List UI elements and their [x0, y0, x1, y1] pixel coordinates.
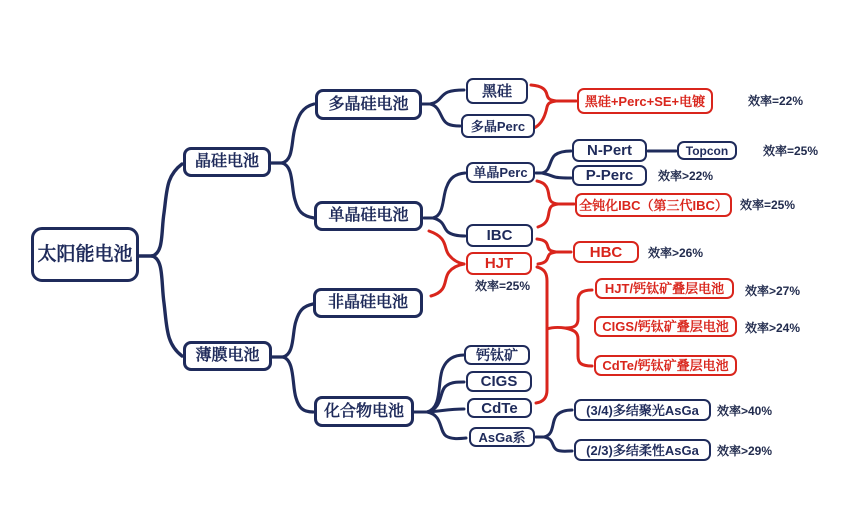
- brace-thinfilm-children: [272, 304, 313, 412]
- efficiency-hjt: 效率=25%: [475, 279, 531, 293]
- brace-polysi-children: [422, 90, 464, 126]
- node-black-si: 黑硅: [466, 78, 528, 104]
- brace-crystalline-children: [271, 104, 314, 218]
- node-cdte: CdTe: [467, 398, 532, 418]
- efficiency-cigs-perovskite-tandem: 效率>24%: [745, 321, 801, 335]
- node-cigs-perovskite-tandem: CIGS/钙钛矿叠层电池: [594, 316, 737, 337]
- efficiency-hbc: 效率>26%: [648, 246, 704, 260]
- node-amorphous-si: 非晶硅电池: [313, 288, 423, 318]
- node-p-perc: P-Perc: [572, 165, 647, 186]
- brace-hjt: [429, 231, 464, 296]
- efficiency-gaas-concentrator: 效率>40%: [717, 404, 773, 418]
- node-perovskite: 钙钛矿: [464, 345, 530, 365]
- node-topcon: Topcon: [677, 141, 737, 160]
- node-hjt-perovskite-tandem: HJT/钙钛矿叠层电池: [595, 278, 734, 299]
- brace-gaas-children: [536, 410, 572, 451]
- node-gaas-series: AsGa系: [469, 427, 535, 447]
- efficiency-topcon: 效率=25%: [763, 144, 819, 158]
- node-hjt: HJT: [466, 252, 532, 275]
- efficiency-black-si-combo: 效率=22%: [748, 94, 804, 108]
- efficiency-p-perc: 效率>22%: [658, 169, 714, 183]
- node-thin-film: 薄膜电池: [183, 341, 272, 371]
- node-gaas-concentrator: (3/4)多结聚光AsGa: [574, 399, 711, 421]
- node-root: 太阳能电池: [31, 227, 139, 282]
- brace-monoperc-children: [536, 151, 571, 178]
- node-full-passivated-ibc: 全钝化IBC（第三代IBC）: [575, 193, 732, 217]
- node-cigs: CIGS: [466, 371, 532, 392]
- brace-monosi-children: [424, 173, 465, 236]
- node-n-pert: N-Pert: [572, 139, 647, 162]
- node-ibc: IBC: [466, 224, 533, 247]
- node-poly-si: 多晶硅电池: [315, 89, 422, 120]
- efficiency-hjt-perovskite-tandem: 效率>27%: [745, 284, 801, 298]
- node-mono-si: 单晶硅电池: [314, 201, 423, 231]
- brace-compound-children: [414, 355, 466, 439]
- efficiency-full-passivated-ibc: 效率=25%: [740, 198, 796, 212]
- node-compound: 化合物电池: [314, 396, 414, 427]
- brace-tandem-group: [536, 267, 592, 403]
- node-hbc: HBC: [573, 241, 639, 263]
- node-mono-perc: 单晶Perc: [466, 162, 535, 183]
- brace-hbc: [537, 239, 571, 264]
- brace-root-children: [138, 164, 182, 356]
- brace-ibc-gen3: [537, 181, 574, 227]
- node-black-si-combo: 黑硅+Perc+SE+电镀: [577, 88, 713, 114]
- node-crystalline: 晶硅电池: [183, 147, 271, 177]
- node-poly-perc: 多晶Perc: [461, 114, 535, 138]
- brace-blacksi-combo: [531, 85, 576, 129]
- efficiency-gaas-flexible: 效率>29%: [717, 444, 773, 458]
- node-gaas-flexible: (2/3)多结柔性AsGa: [574, 439, 711, 461]
- node-cdte-perovskite-tandem: CdTe/钙钛矿叠层电池: [594, 355, 737, 376]
